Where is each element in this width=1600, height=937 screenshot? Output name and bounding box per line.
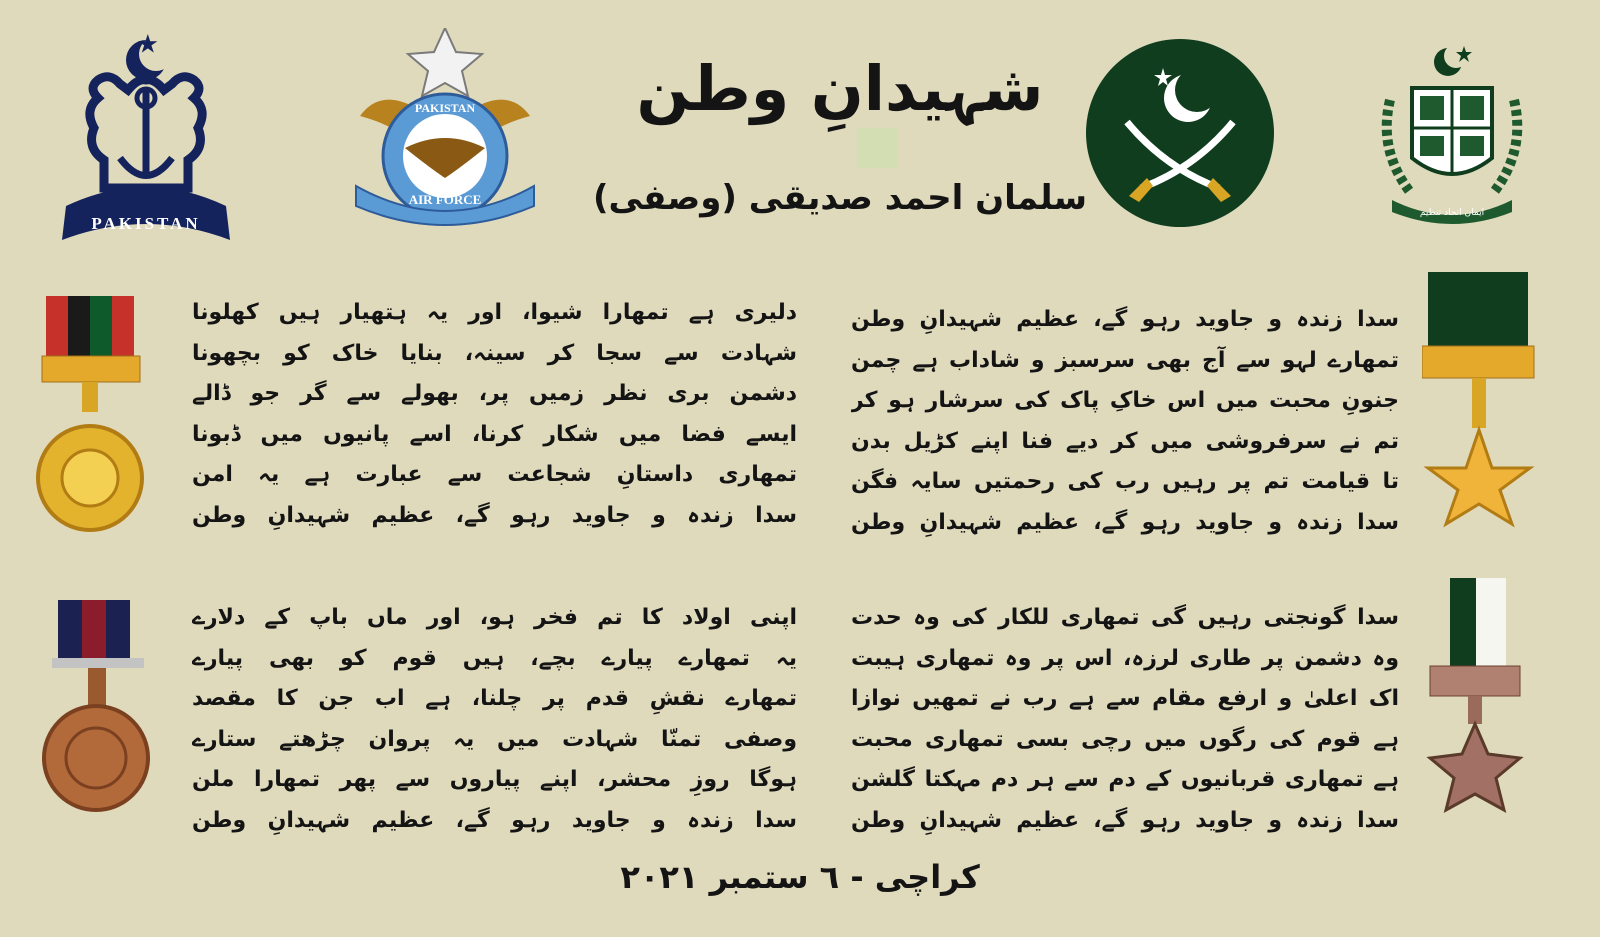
stanza-3: [851, 598, 1399, 841]
stanza-line: وصفی تمنّا شہادت میں یہ پروان چڑھتے ستارے: [192, 726, 797, 752]
stanza-line: تا قیامت تم پر رہیں رب کی رحمتیں سایہ فگن: [851, 469, 1399, 494]
stanza-line: ہے تمھاری قربانیوں کے دم سے ہر دم مہکتا گلشن: [851, 767, 1399, 792]
medal-left-bottom: [42, 600, 152, 820]
stanza-line: تمھارے لہو سے آج بھی سرسبز و شاداب ہے چمن: [851, 347, 1399, 373]
stanza-line: سدا زندہ و جاوید رہو گے، عظیم شہیدانِ وطن: [192, 807, 797, 833]
medal-left-top: [36, 296, 146, 536]
poem-title: شہیدانِ وطن: [636, 52, 1044, 125]
air-force-logo-text-bottom: AIR FORCE: [408, 192, 482, 207]
stanza-line: وہ دشمن پر طاری لرزہ، اس پر وہ تمھاری ہیبت: [851, 645, 1399, 671]
stanza-line: ہوگا روزِ محشر، اپنے پیاروں سے پھر تمھارا ملن: [192, 767, 797, 792]
stanza-line: ہے قوم کی رگوں میں رچی بسی تمھاری محبت: [851, 726, 1399, 752]
stanza-line: تم نے سرفروشی میں کر دیے فنا اپنے کڑیل بدن: [851, 428, 1399, 454]
stanza-line: دشمن بری نظر زمیں پر، بھولے سے گر جو ڈالے: [192, 381, 797, 406]
navy-logo-text: PAKISTAN: [91, 214, 201, 233]
stanza-4: [192, 598, 797, 841]
stanza-line: سدا زندہ و جاوید رہو گے، عظیم شہیدانِ وطن: [851, 509, 1399, 535]
stanza-line: تمھارے نقشِ قدم پر چلنا، ہے اب جن کا مقصد: [192, 686, 797, 711]
medal-right-bottom: [1420, 578, 1530, 828]
stanza-line: جنونِ محبت میں اس خاکِ پاک کی سرشار ہو کر: [851, 388, 1399, 413]
stanza-line: شہادت سے سجا کر سینہ، بنایا خاک کو بچھونا: [192, 340, 797, 366]
state-emblem: [1372, 40, 1532, 225]
stanza-line: سدا زندہ و جاوید رہو گے، عظیم شہیدانِ وطن: [851, 307, 1399, 332]
stanza-line: تمھاری داستانِ شجاعت سے عبارت ہے یہ امن: [192, 462, 797, 487]
stanza-line: اک اعلیٰ و ارفع مقام سے ہے رب نے تمھیں نوازا: [851, 686, 1399, 711]
stanza-line: سدا گونجتی رہیں گی تمھاری للکار کی وہ حدت: [851, 605, 1399, 630]
stanza-line: یہ تمھارے پیارے بچے، ہیں قوم کو بھی پیارے: [192, 645, 797, 671]
stanza-1: [851, 300, 1399, 543]
stanza-line: ایسے فضا میں شکار کرنا، اسے پانیوں میں ڈبونا: [192, 421, 797, 447]
medal-right-top: [1422, 272, 1537, 532]
stanza-line: سدا زندہ و جاوید رہو گے، عظیم شہیدانِ وطن: [192, 502, 797, 528]
poet-name: سلمان احمد صدیقی (وصفی): [592, 178, 1088, 218]
air-force-logo-text-top: PAKISTAN: [414, 101, 476, 115]
air-force-logo: [350, 28, 550, 238]
highlight-square: [858, 128, 898, 168]
stanza-2: [192, 293, 797, 536]
navy-logo: [58, 28, 238, 248]
stanza-line: دلیری ہے تمھارا شیوا، اور یہ ہتھیار ہیں کھلونا: [192, 300, 797, 325]
stanza-line: سدا زندہ و جاوید رہو گے، عظیم شہیدانِ وطن: [851, 807, 1399, 833]
state-emblem-text: ایمان اتحاد تنظیم: [1419, 208, 1485, 218]
stanza-line: اپنی اولاد کا تم فخر ہو، اور ماں باپ کے دلارے: [192, 605, 797, 630]
place-date: کراچی - ٦ ستمبر ٢٠٢١: [620, 858, 980, 896]
